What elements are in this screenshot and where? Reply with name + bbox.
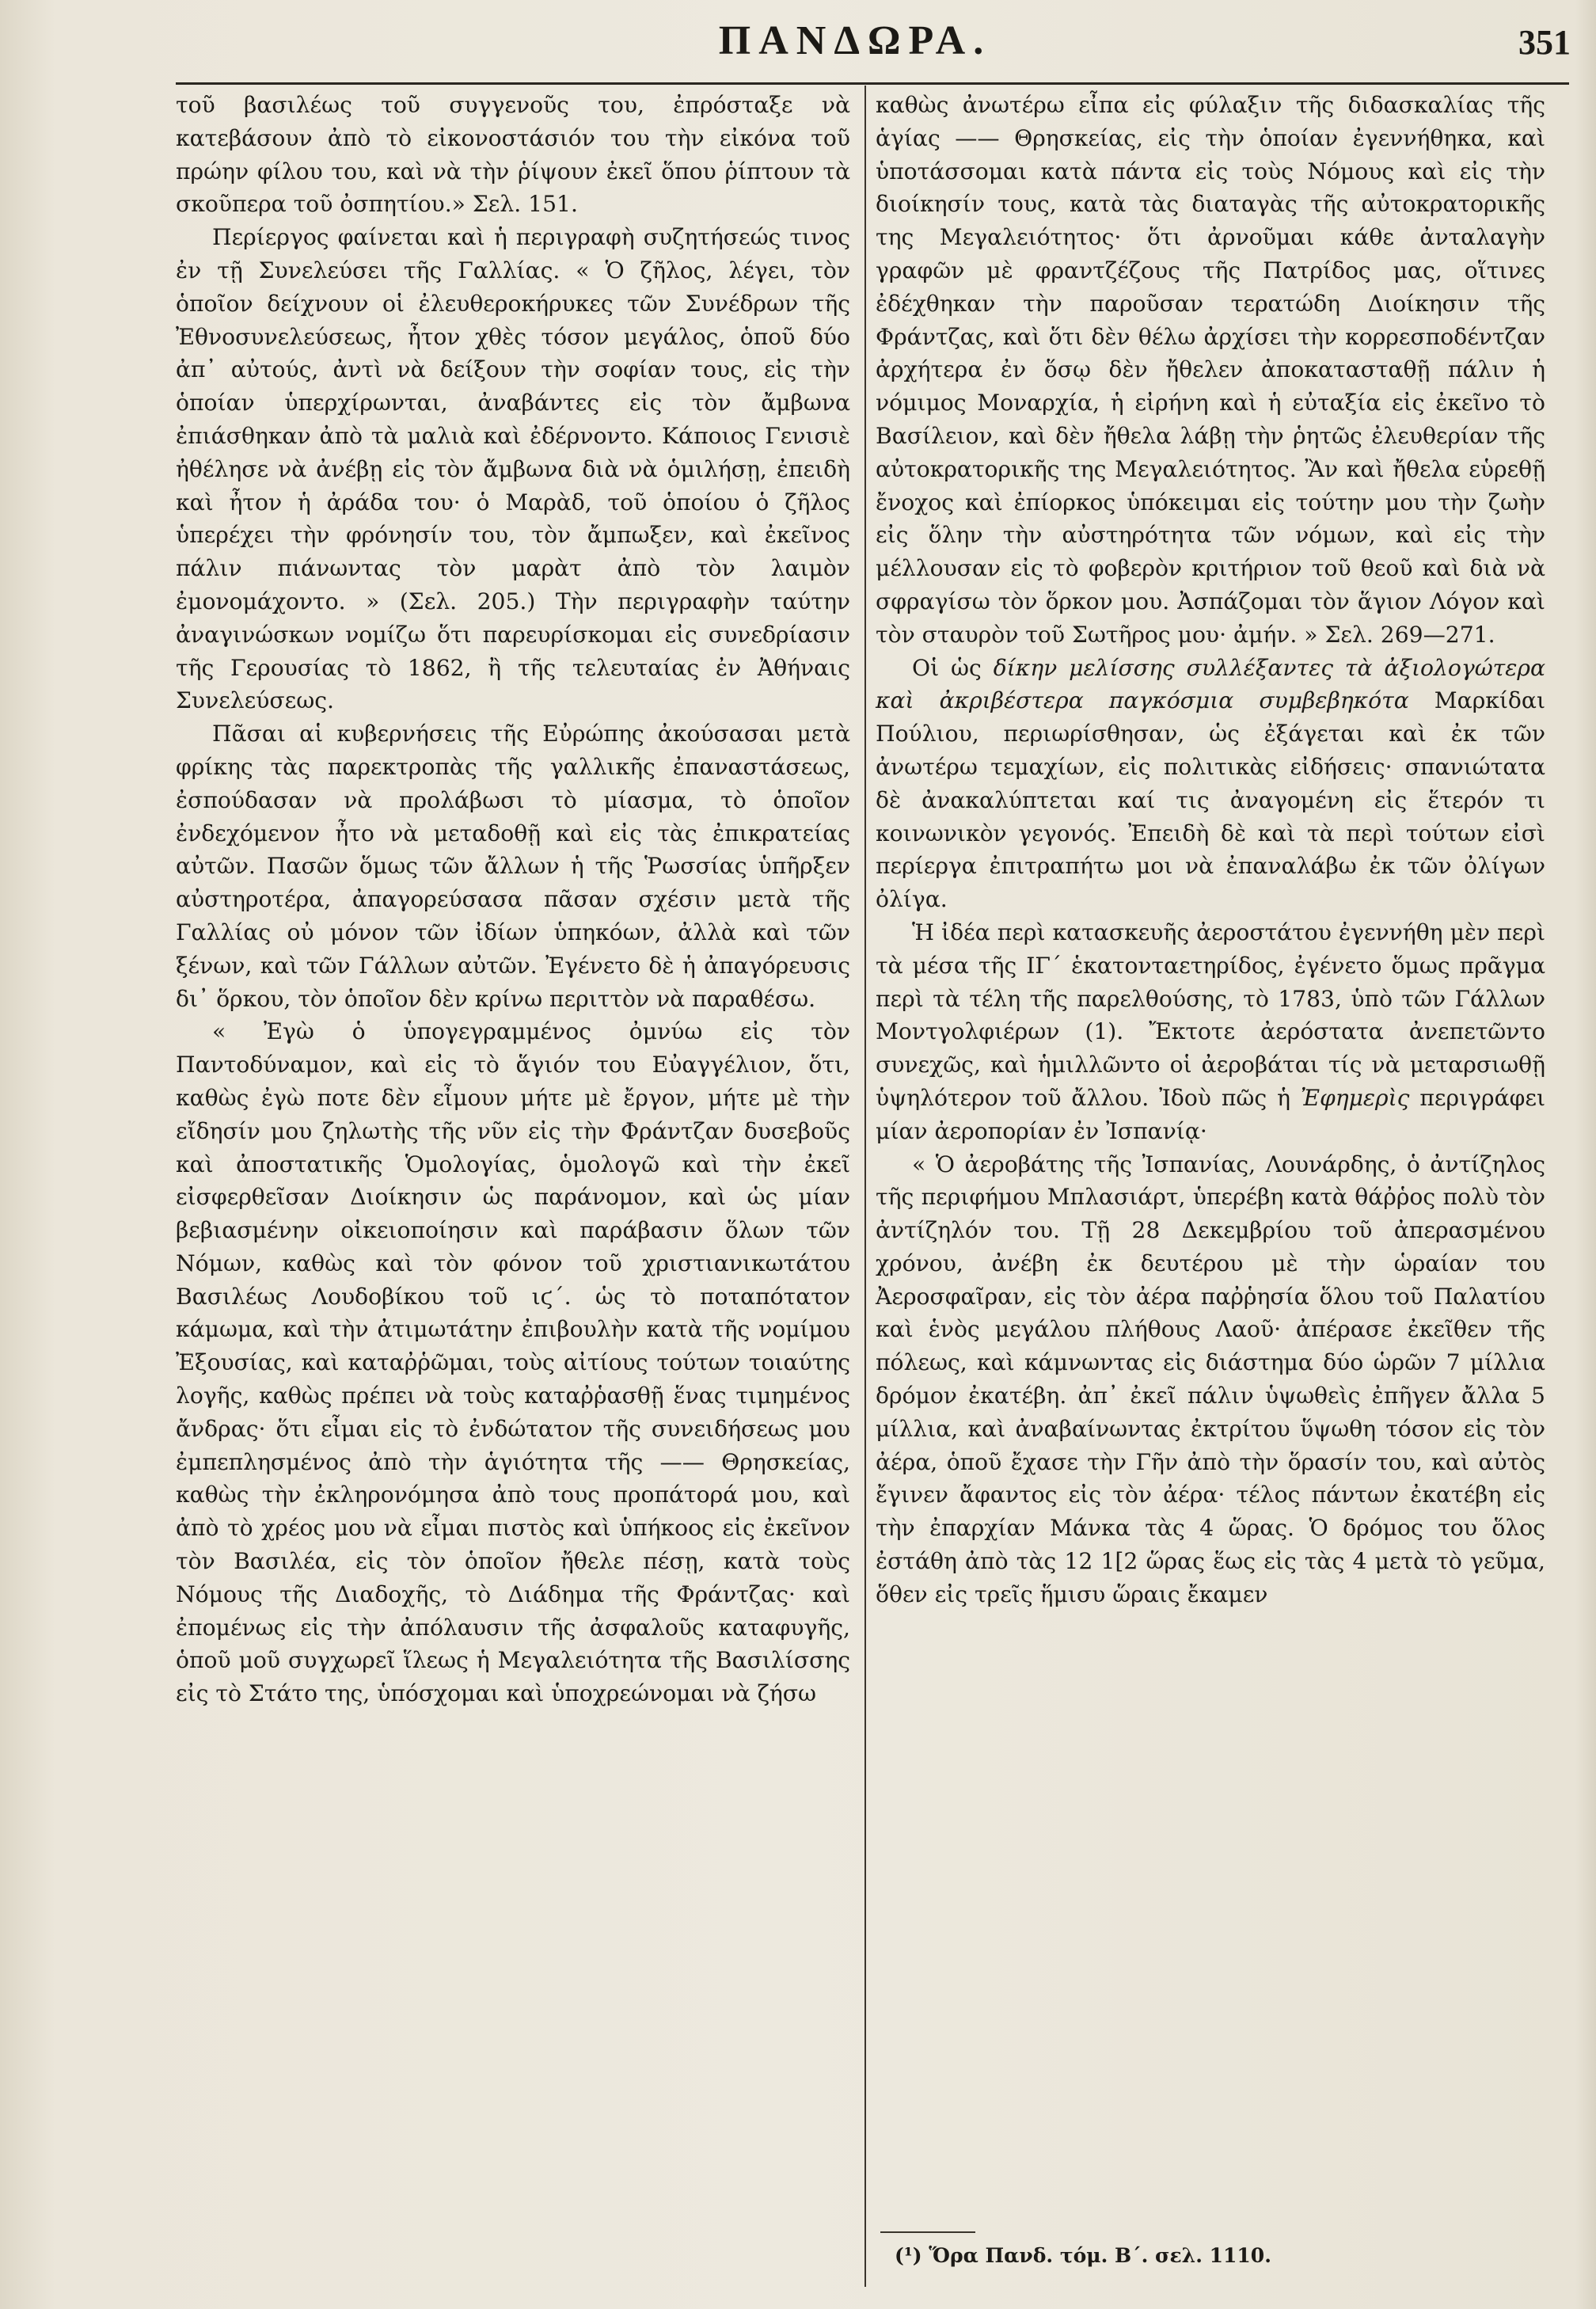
balloon-quote: « Ὁ ἀεροβάτης τῆς Ἰσπανίας, Λουνάρδης, ὁ ἀντίζηλος τῆς περιφήμου Μπλασιάρτ, ὑπερέβη κατὰ θάῤῥος πολὺ τὸν ἀντίζηλόν του. Τῇ 28 Δεκεμβρίου τοῦ ἀπερασμένου χρόνου, ἀνέβη ἐκ δευτέρου μὲ τὴν ὡραίαν του Ἀεροσφαῖραν, εἰς τὸν ἀέρα παῤῥησία ὅλου τοῦ Παλατίου καὶ ἑνὸς μεγάλου πλήθους Λαοῦ· ἀπέρασε ἐκεῖθεν τῆς πόλεως, καὶ κάμνωντας εἰς διάστημα δύο ὡρῶν 7 μίλλια δρόμον ἐκατέβη. ἀπ᾿ ἐκεῖ πάλιν ὑψωθεὶς ἐπῆγεν ἄλλα 5 μίλλια, καὶ ἀναβαίνωντας ἐκτρίτου ὕψωθη τόσον εἰς τὸν ἀέρα, ὁποῦ ἔχασε τὴν Γῆν ἀπὸ τὴν ὅρασίν του, καὶ αὐτὸς ἔγινεν ἄφαντος εἰς τὸν ἀέρα· τέλος πάντων ἐκατέβη εἰς τὴν ἐπαρχίαν Μάνκα τὰς 4 ὥρας. Ὁ δρόμος του ὅλος ἐστάθη ἀπὸ τὰς 12 1[2 ὥρας ἕως εἰς τὰς 4 μετὰ τὸ γεῦμα, ὅθεν εἰς τρεῖς ἥμισυ ὥραις ἔκαμεν [876,1151,1545,1607]
page-title: ΠΑΝΔΩΡΑ. [718,18,992,63]
text-run: Ἡ ἰδέα περὶ κατασκευῆς ἀεροστάτου ἐγεννήθη μὲν περὶ τὰ μέσα τῆς ΙΓ΄ ἑκατονταετηρίδος, ἐγένετο ὅμως πρᾶγμα περὶ τὰ τέλη τῆς παρελθούσης, τὸ 1783, ὑπὸ τῶν Γάλλων Μοντγολφιέρων (1). Ἔκτοτε ἀερόστατα ἀνεπετῶντο συνεχῶς, καὶ ἡμιλλῶντο οἱ ἀεροβάται τίς νὰ μεταρσιωθῇ ὑψηλότερον τοῦ ἄλλου. Ἰδοὺ πῶς ἡ [876,919,1545,1111]
italic-phrase: Ἐφημερὶς [1300,1084,1410,1111]
paragraph: τοῦ βασιλέως τοῦ συγγενοῦς του, ἐπρόσταξε νὰ κατεβάσουν ἀπὸ τὸ εἰκονοστάσιόν του τὴν εἰκόνα τοῦ πρώην φίλου του, καὶ νὰ τὴν ῥίψουν ἐκεῖ ὅπου ῥίπτουν τὰ σκοῦπερα τοῦ ὀσπητίου.» Σελ. 151. [176,92,850,218]
column-divider [864,86,866,2287]
paragraph: Περίεργος φαίνεται καὶ ἡ περιγραφὴ συζητήσεώς τινος ἐν τῇ Συνελεύσει τῆς Γαλλίας. « Ὁ ζῆλος, λέγει, τὸν ὁποῖον δείχνουν οἱ ἐλευθεροκήρυκες τῶν Συνέδρων τῆς Ἐθνοσυνελεύσεως, ἦτον χθὲς τόσον μεγάλος, ὁποῦ δύο ἀπ᾿ αὐτούς, ἀντὶ νὰ δείξουν τὴν σοφίαν τους, εἰς τὴν ὁποίαν ὑπερχίρωνται, ἀναβάντες εἰς τὸν ἄμβωνα ἐπιάσθηκαν ἀπὸ τὰ μαλιὰ καὶ ἐδέρνοντο. Κάποιος Γενισιὲ ἠθέλησε νὰ ἀνέβῃ εἰς τὸν ἄμβωνα διὰ νὰ ὁμιλήσῃ, ἐπειδὴ καὶ ἦτον ἡ ἀράδα του· ὁ Μαρὰδ, τοῦ ὁποίου ὁ ζῆλος ὑπερέχει τὴν φρόνησίν του, τὸν ἄμπωξεν, καὶ ἐκεῖνος πάλιν πιάνωντας τὸν μαρὰτ ἀπὸ τὸν λαιμὸν ἐμονομάχοντο. » (Σελ. 205.) Τὴν περιγραφὴν ταύτην ἀναγινώσκων νομίζω ὅτι παρευρίσκομαι εἰς συνεδρίασιν τῆς Γερουσίας τὸ 1862, ἢ τῆς τελευταίας ἐν Ἀθήναις Συνελεύσεως. [176,224,850,714]
oath-quote: « Ἐγὼ ὁ ὑπογεγραμμένος ὀμνύω εἰς τὸν Παντοδύναμον, καὶ εἰς τὸ ἅγιόν του Εὐαγγέλιον, ὅτι, καθὼς ἐγὼ ποτε δὲν εἶμουν μήτε μὲ ἔργον, μήτε μὲ τὴν εἴδησίν μου ζηλωτὴς τῆς νῦν εἰς τὴν Φράντζαν δυσεβοῦς καὶ ἀποστατικῆς Ὁμολογίας, ὁμολογῶ καὶ τὴν ἐκεῖ εἰσφερθεῖσαν Διοίκησιν ὡς παράνομον, καὶ ὡς μίαν βεβιασμένην οἰκειοποίησιν καὶ παράβασιν ὅλων τῶν Νόμων, καθὼς καὶ τὸν φόνον τοῦ χριστιανικωτάτου Βασιλέως Λουδοβίκου τοῦ ιϛ΄. ὡς τὸ ποταπότατον κάμωμα, καὶ τὴν ἀτιμωτάτην ἐπιβουλὴν κατὰ τῆς νομίμου Ἐξουσίας, καὶ καταῤῥῶμαι, τοὺς αἰτίους τούτων τοιαύτης λογῆς, καθὼς πρέπει νὰ τοὺς καταῤῥασθῇ ἕνας τιμημένος ἄνδρας· ὅτι εἶμαι εἰς τὸ ἐνδώτατον τῆς συνειδήσεως μου ἐμπεπλησμένος ἀπὸ τὴν ἁγιότητα τῆς —— Θρησκείας, καθὼς τὴν ἐκληρονόμησα ἀπὸ τους προπάτορά μου, καὶ ἀπὸ τὸ χρέος μου νὰ εἶμαι πιστὸς καὶ ὑπήκοος εἰς ἐκεῖνον τὸν Βασιλέα, εἰς τὸν ὁποῖον ἤθελε πέσῃ, κατὰ τοὺς Νόμους τῆς Διαδοχῆς, τὸ Διάδημα τῆς Φράντζας· καὶ ἐπομένως εἰς τὴν ἀπόλαυσιν τῆς ἀσφαλοῦς καταφυγῆς, ὁποῦ μοῦ συγχωρεῖ ἵλεως ἡ Μεγαλειότητα τῆς Βασιλίσσης εἰς τὸ Στάτο της, ὑπόσχομαι καὶ ὑποχρεώνομαι νὰ ζήσω [176,1018,850,1707]
paragraph: Πᾶσαι αἱ κυβερνήσεις τῆς Εὐρώπης ἀκούσασαι μετὰ φρίκης τὰς παρεκτροπὰς τῆς γαλλικῆς ἐπαναστάσεως, ἐσπούδασαν νὰ προλάβωσι τὸ μίασμα, τὸ ὁποῖον ἐνδεχόμενον ἦτο νὰ μεταδοθῇ καὶ εἰς τὰς ἐπικρατείας αὐτῶν. Πασῶν ὅμως τῶν ἄλλων ἡ τῆς Ῥωσσίας ὑπῆρξεν αὐστηροτέρα, ἀπαγορεύσασα πᾶσαν σχέσιν μετὰ τῆς Γαλλίας οὐ μόνον τῶν ἰδίων ὑπηκόων, ἀλλὰ καὶ τῶν ξένων, καὶ τῶν Γάλλων αὐτῶν. Ἐγένετο δὲ ἡ ἀπαγόρευσις δι᾿ ὅρκου, τὸν ὁποῖον δὲν κρίνω περιττὸν νὰ παραθέσω. [176,721,850,1012]
footnote: (¹) Ὅρα Πανδ. τόμ. Β΄. σελ. 1110. [895,2244,1271,2267]
paragraph [876,916,1545,1148]
paragraph: καθὼς ἀνωτέρω εἶπα εἰς φύλαξιν τῆς διδασκαλίας τῆς ἁγίας —— Θρησκείας, εἰς τὴν ὁποίαν ἐγεννήθηκα, καὶ ὑποτάσσομαι κατὰ πάντα εἰς τοὺς Νόμους καὶ εἰς τὴν διοίκησίν τους, κατὰ τὰς διαταγὰς τῆς αὐτοκρατορικῆς της Μεγαλειότητος· ὅτι ἀρνοῦμαι κάθε ἀνταλαγὴν γραφῶν μὲ φραντζέζους τῆς Πατρίδος μας, οἵτινες ἐδέχθηκαν τὴν παροῦσαν τερατώδη Διοίκησιν τῆς Φράντζας, καὶ ὅτι δὲν θέλω ἀρχίσει τὴν κορρεσποδέντζαν ἀρχήτερα ἐν ὅσῳ δὲν ἤθελεν ἀποκατασταθῇ πάλιν ἡ νόμιμος Μοναρχία, ἡ εἰρήνη καὶ ἡ εὐταξία εἰς ἐκεῖνο τὸ Βασίλειον, καὶ δὲν ἤθελα λάβῃ τὴν ῥητῶς ἐλευθερίαν τῆς αὐτοκρατορικῆς της Μεγαλειότητος. Ἂν καὶ ἤθελα εὑρεθῇ ἔνοχος καὶ ἐπίορκος ὑπόκειμαι εἰς τούτην μου τὴν ζωὴν εἰς ὅλην τὴν αὐστηρότητα τῶν νόμων, καὶ εἰς τὴν μέλλουσαν εἰς τὸ φοβερὸν κριτήριον τοῦ θεοῦ καὶ διὰ νὰ σφραγίσω τὸν ὅρκον μου. Ἀσπάζομαι τὸν ἅγιον Λόγον καὶ τὸν σταυρὸν τοῦ Σωτῆρος μου· ἀμήν. » Σελ. 269—271. [876,92,1545,648]
paragraph [876,652,1545,916]
page-header [158,17,1571,73]
text-run: Μαρκίδαι Πούλιου, περιωρίσθησαν, ὡς ἐξάγεται καὶ ἐκ τῶν ἀνωτέρω τεμαχίων, εἰς πολιτικὰς εἰδήσεις· σπανιώτατα δὲ ἀνακαλύπτεται καί τις ἀναγομένη εἰς ἕτερόν τι κοινωνικὸν γεγονός. Ἐπειδὴ δὲ καὶ τὰ περὶ τούτων εἰσὶ περίεργα ἐπιτραπήτω μοι νὰ ἐπαναλάβω ἐκ τῶν ὀλίγων ὀλίγα. [876,687,1545,913]
italic-phrase: δίκην μελίσσης συλλέξαντες τὰ ἀξιολογώτερα καὶ ἀκριβέστερα παγκόσμια συμβεβηκότα [876,654,1546,714]
footnote-rule [880,2231,975,2233]
left-column [176,89,850,1710]
text-run: Οἱ ὡς [912,654,994,681]
page-number: 351 [1518,23,1571,62]
text-run: περιγράφει μίαν ἀεροπορίαν ἐν Ἰσπανίᾳ· [876,1084,1546,1144]
right-column [876,89,1545,1611]
header-rule [176,82,1569,85]
